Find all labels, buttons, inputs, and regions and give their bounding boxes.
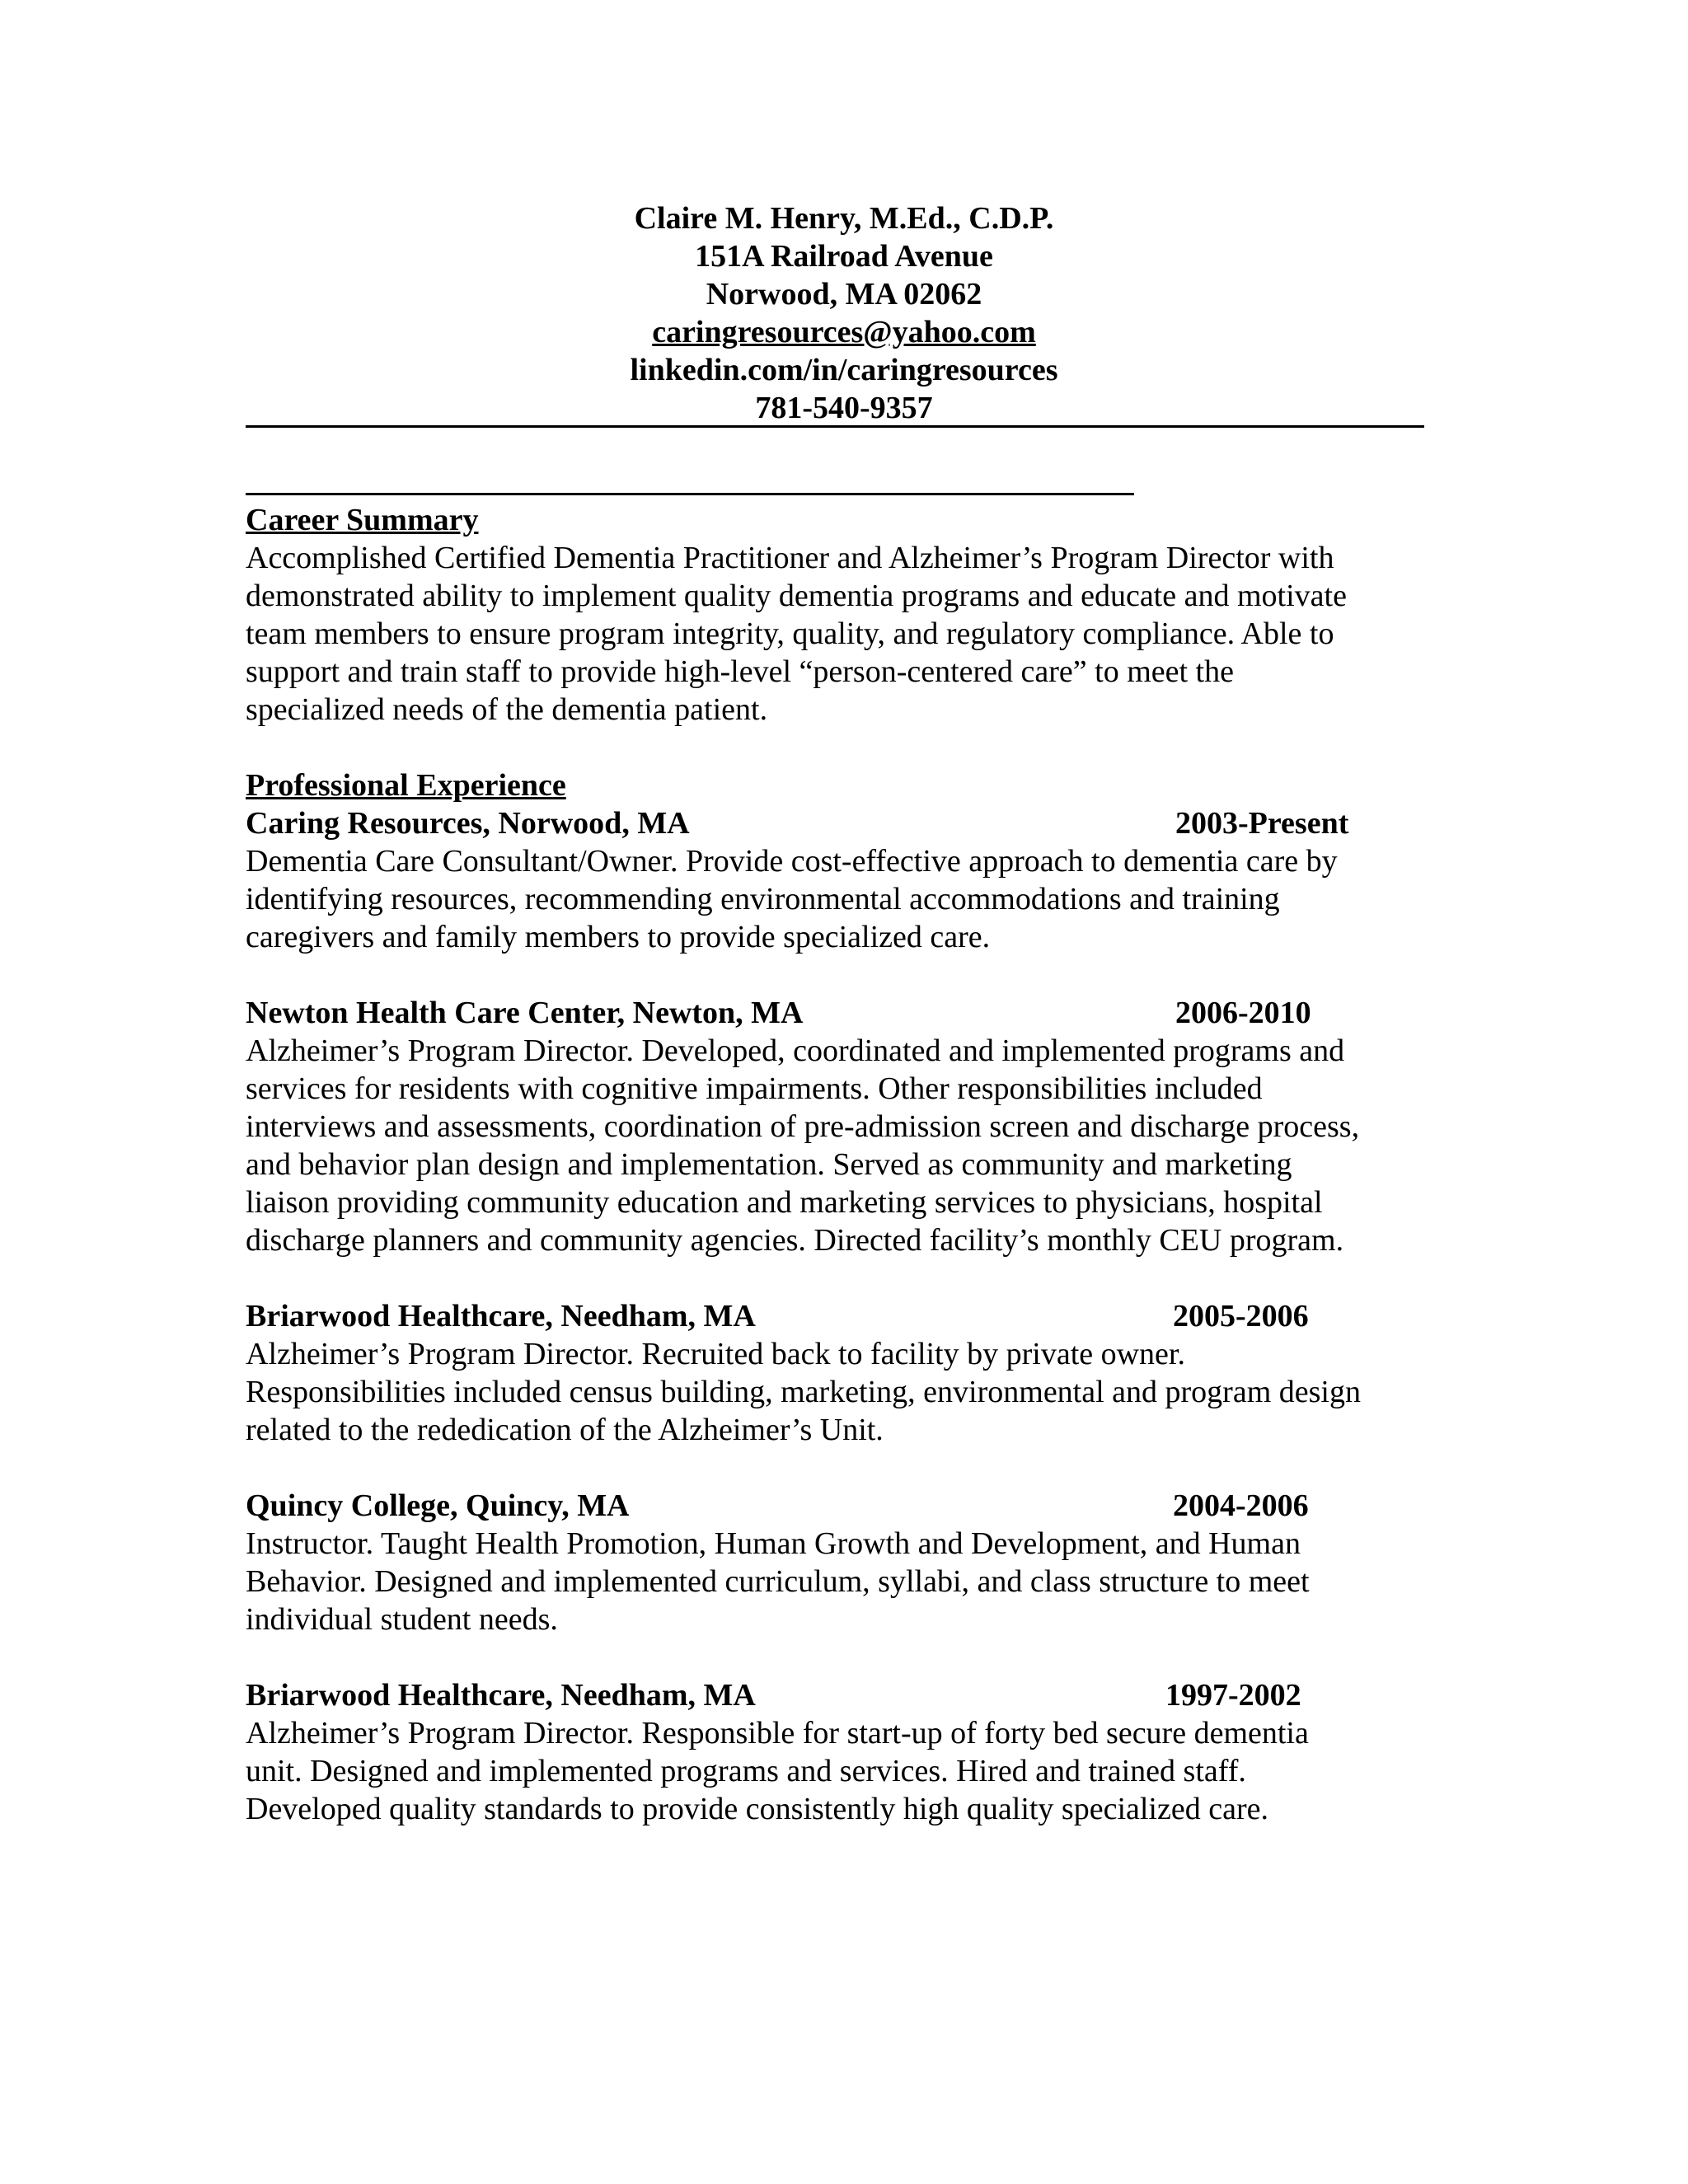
job-dates: 2005-2006 bbox=[1173, 1299, 1309, 1333]
job-description-line: Alzheimer’s Program Director. Developed, coordinated and implemented programs and bbox=[246, 1033, 1345, 1068]
job-dates: 2006-2010 bbox=[1175, 996, 1311, 1030]
job-description bbox=[246, 842, 1432, 956]
job-description-line: Alzheimer’s Program Director. Recruited back to facility by private owner. bbox=[246, 1337, 1185, 1371]
section-divider bbox=[246, 493, 1134, 495]
job-description-line: discharge planners and community agencies. Directed facility’s monthly CEU program. bbox=[246, 1223, 1344, 1258]
job-description-line: liaison providing community education and marketing services to physicians, hospital bbox=[246, 1185, 1323, 1220]
job-description bbox=[246, 1032, 1432, 1259]
job-organization: Newton Health Care Center, Newton, MA bbox=[246, 996, 804, 1030]
job-organization: Briarwood Healthcare, Needham, MA bbox=[246, 1678, 756, 1713]
job-header bbox=[246, 1297, 1432, 1335]
job-header bbox=[246, 1487, 1432, 1525]
applicant-name: Claire M. Henry, M.Ed., C.D.P. bbox=[634, 201, 1054, 236]
job-entry bbox=[246, 1487, 1432, 1638]
job-organization: Briarwood Healthcare, Needham, MA bbox=[246, 1299, 756, 1333]
job-dates: 2003-Present bbox=[1175, 806, 1349, 841]
header-divider bbox=[246, 425, 1424, 428]
resume-body bbox=[246, 501, 1432, 1828]
career-summary-title: Career Summary bbox=[246, 503, 479, 537]
job-entry bbox=[246, 1676, 1432, 1828]
job-description-line: caregivers and family members to provide specialized care. bbox=[246, 920, 991, 954]
job-header bbox=[246, 994, 1432, 1032]
job-entry bbox=[246, 1297, 1432, 1449]
career-summary-text bbox=[246, 539, 1432, 729]
job-description-line: identifying resources, recommending environmental accommodations and training bbox=[246, 882, 1280, 916]
linkedin-url: linkedin.com/in/caringresources bbox=[630, 353, 1058, 387]
contact-header bbox=[0, 199, 1688, 427]
job-organization: Caring Resources, Norwood, MA bbox=[246, 806, 690, 841]
job-description-line: Behavior. Designed and implemented curriculum, syllabi, and class structure to meet bbox=[246, 1564, 1310, 1599]
job-organization: Quincy College, Quincy, MA bbox=[246, 1488, 630, 1523]
email-link[interactable]: caringresources@yahoo.com bbox=[652, 315, 1036, 349]
job-description-line: related to the rededication of the Alzheimer’s Unit. bbox=[246, 1413, 884, 1447]
job-description-line: Instructor. Taught Health Promotion, Human Growth and Development, and Human bbox=[246, 1526, 1301, 1561]
job-dates: 1997-2002 bbox=[1165, 1678, 1301, 1713]
job-description-line: interviews and assessments, coordination of pre-admission screen and discharge process, bbox=[246, 1109, 1360, 1144]
job-description-line: Developed quality standards to provide consistently high quality specialized care. bbox=[246, 1792, 1268, 1826]
job-description-line: Dementia Care Consultant/Owner. Provide cost-effective approach to dementia care by bbox=[246, 844, 1338, 879]
job-description bbox=[246, 1525, 1432, 1638]
job-description-line: services for residents with cognitive impairments. Other responsibilities included bbox=[246, 1071, 1263, 1106]
job-entry bbox=[246, 994, 1432, 1259]
job-description-line: Responsibilities included census building, marketing, environmental and program design bbox=[246, 1375, 1361, 1409]
phone-number: 781-540-9357 bbox=[755, 391, 933, 425]
job-description bbox=[246, 1335, 1432, 1449]
job-header bbox=[246, 1676, 1432, 1714]
job-description-line: unit. Designed and implemented programs and services. Hired and trained staff. bbox=[246, 1754, 1246, 1788]
job-dates: 2004-2006 bbox=[1173, 1488, 1309, 1523]
job-entry bbox=[246, 804, 1432, 956]
summary-line: team members to ensure program integrity, quality, and regulatory compliance. Able to bbox=[246, 616, 1334, 651]
summary-line: specialized needs of the dementia patient. bbox=[246, 692, 768, 727]
job-description-line: and behavior plan design and implementation. Served as community and marketing bbox=[246, 1147, 1292, 1182]
summary-line: support and train staff to provide high-level “person-centered care” to meet the bbox=[246, 654, 1234, 689]
professional-experience-title: Professional Experience bbox=[246, 768, 566, 803]
summary-line: Accomplished Certified Dementia Practitioner and Alzheimer’s Program Director with bbox=[246, 541, 1334, 575]
job-description-line: individual student needs. bbox=[246, 1602, 558, 1637]
summary-line: demonstrated ability to implement quality dementia programs and educate and motivate bbox=[246, 579, 1347, 613]
street-address: 151A Railroad Avenue bbox=[695, 239, 993, 274]
job-description bbox=[246, 1714, 1432, 1828]
city-state-zip: Norwood, MA 02062 bbox=[706, 277, 982, 312]
job-description-line: Alzheimer’s Program Director. Responsible for start-up of forty bed secure dementia bbox=[246, 1716, 1309, 1750]
job-header bbox=[246, 804, 1432, 842]
